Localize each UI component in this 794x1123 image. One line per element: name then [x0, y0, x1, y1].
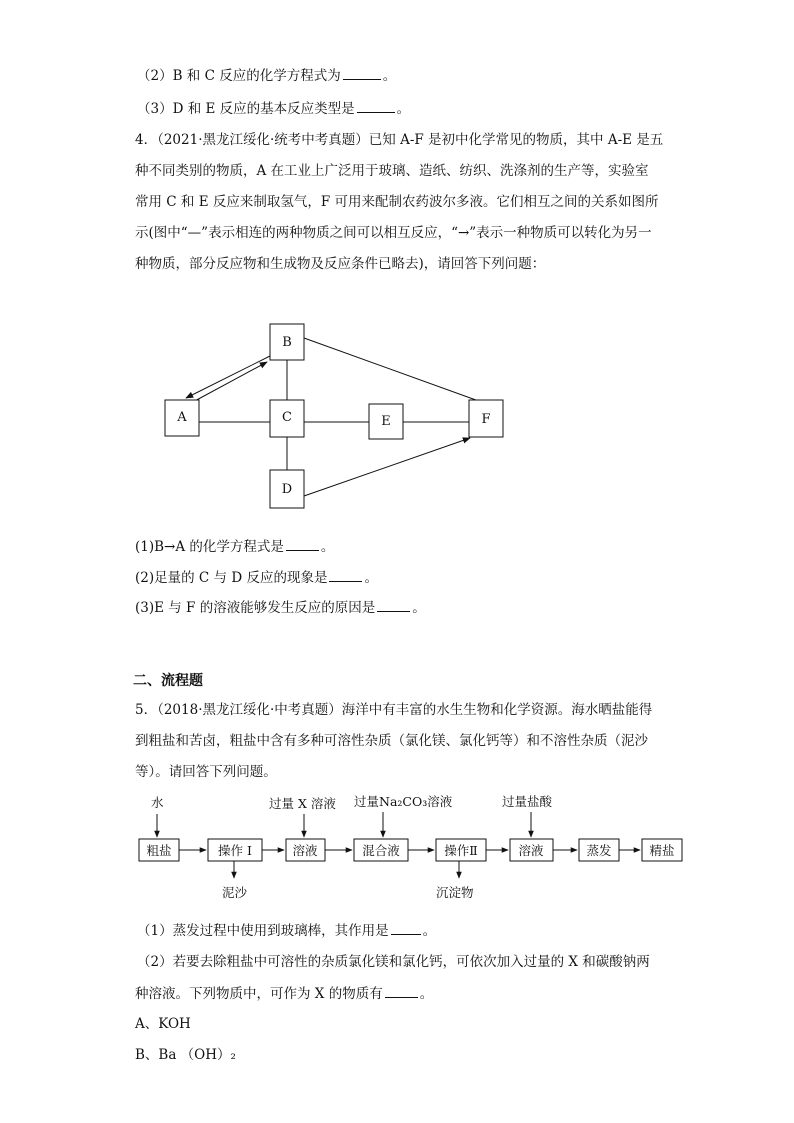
flow-label-op2: 操作Ⅱ	[444, 843, 478, 858]
flow-label-water: 水	[151, 795, 164, 810]
q4-stem-line4: 示(图中“—”表示相连的两种物质之间可以相互反应，“→”表示一种物质可以转化为另一	[135, 225, 652, 241]
q5-stem-line2: 到粗盐和苦卤，粗盐中含有多种可溶性杂质（氯化镁、氯化钙等）和不溶性杂质（泥沙	[135, 733, 648, 749]
answer-blank[interactable]	[391, 921, 421, 935]
q3-sub3-text: （3）D 和 E 反应的基本反应类型是	[137, 101, 355, 117]
node-label-c: C	[282, 410, 292, 425]
flow-label-hcl: 过量盐酸	[502, 794, 553, 809]
q4-stem-line5: 种物质，部分反应物和生成物及反应条件已略去)，请回答下列问题：	[135, 256, 546, 272]
link-b-f	[304, 338, 487, 404]
q5-sub2-line2: 种溶液。下列物质中，可作为 X 的物质有 。	[135, 986, 434, 1002]
q4-sub3: (3)E 与 F 的溶液能够发生反应的原因是 。	[135, 600, 426, 616]
flow-label-sand: 泥沙	[222, 885, 248, 900]
q4-stem-line3: 常用 C 和 E 反应来制取氢气，F 可用来配制农药波尔多液。它们相互之间的关系如图所	[135, 194, 659, 210]
q5-stem-line3: 等）。请回答下列问题。	[135, 764, 277, 780]
node-label-d: D	[281, 482, 293, 497]
q4-stem-line1: 4．（2021·黑龙江绥化·统考中考真题）已知 A-F 是初中化学常见的物质，其中 A-E 是五	[135, 132, 664, 148]
q4-sub1: (1)B→A 的化学方程式是 。	[135, 539, 335, 555]
node-label-a: A	[177, 410, 187, 425]
arrow-d-to-f	[304, 438, 470, 496]
q5-option-b[interactable]: B、Ba （OH）₂	[135, 1047, 236, 1063]
q5-sub1: （1）蒸发过程中使用到玻璃棒，其作用是 。	[137, 923, 437, 939]
q5-stem-line1: 5．（2018·黑龙江绥化·中考真题）海洋中有丰富的水生生物和化学资源。海水晒盐能得	[135, 702, 653, 718]
arrow-b-to-a	[186, 356, 270, 398]
q3-sub2-text: （2）B 和 C 反应的化学方程式为	[137, 68, 341, 84]
node-label-f: F	[481, 412, 491, 427]
flow-label-sol2: 溶液	[518, 843, 544, 858]
node-label-e: E	[381, 414, 391, 429]
flow-label-crude: 粗盐	[146, 843, 172, 858]
flow-label-evap: 蒸发	[586, 843, 612, 858]
q3-sub3: （3）D 和 E 反应的基本反应类型是 。	[137, 101, 411, 117]
q4-sub2: (2)足量的 C 与 D 反应的现象是 。	[135, 570, 378, 586]
q4-stem-line2: 种不同类别的物质，A 在工业上广泛用于玻璃、造纸、纺织、洗涤剂的生产等，实验室	[135, 163, 649, 179]
section-title: 二、流程题	[133, 673, 203, 689]
flow-label-fine: 精盐	[649, 843, 675, 858]
flow-label-excess-x: 过量 X 溶液	[269, 796, 336, 811]
flow-label-op1: 操作 I	[218, 843, 252, 858]
q5-option-a[interactable]: A、KOH	[135, 1016, 191, 1032]
flow-label-na2co3: 过量Na₂CO₃溶液	[354, 794, 453, 809]
q3-sub2: （2）B 和 C 反应的化学方程式为 。	[137, 68, 397, 84]
answer-blank[interactable]	[329, 568, 362, 582]
arrow-a-to-b	[191, 362, 267, 403]
flow-label-sol1: 溶液	[292, 843, 318, 858]
flow-chart	[0, 790, 794, 910]
answer-blank[interactable]	[385, 984, 418, 998]
flow-label-mix: 混合液	[362, 843, 400, 858]
answer-blank[interactable]	[286, 537, 319, 551]
node-label-b: B	[282, 335, 292, 350]
relation-diagram	[0, 0, 794, 520]
q5-sub2-line1: （2）若要去除粗盐中可溶性的杂质氯化镁和氯化钙，可依次加入过量的 X 和碳酸钠两	[137, 954, 650, 970]
answer-blank[interactable]	[377, 598, 410, 612]
flow-label-precip: 沉淀物	[436, 885, 474, 900]
